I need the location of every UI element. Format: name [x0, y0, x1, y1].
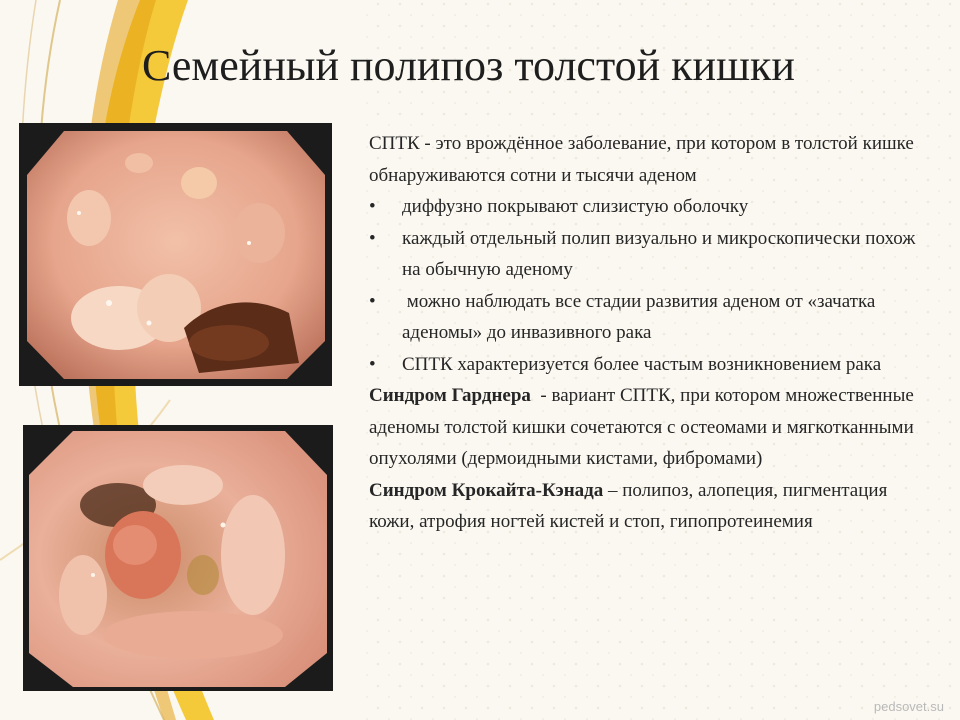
endoscopy-photo-top: [19, 123, 332, 386]
cronkhite-text: – полипоз, алопеция, пигментация кожи, атрофия ногтей кистей и стоп, гипопротеинемия: [369, 479, 888, 532]
bullet-text: можно наблюдать все стадии развития аденом от «зачатка аденомы» до инвазивного рака: [402, 290, 881, 343]
bullet-item: [369, 286, 929, 349]
gardner-paragraph: [369, 380, 929, 475]
slide-title: Семейный полипоз толстой кишки: [142, 41, 795, 90]
bullet-marker: •: [369, 353, 376, 375]
bullet-marker: •: [369, 227, 376, 249]
bullet-marker: •: [369, 290, 376, 312]
bullet-text: диффузно покрывают слизистую оболочку: [402, 196, 749, 217]
endoscopy-photo-bottom: [23, 425, 333, 691]
bullet-marker: •: [369, 196, 376, 217]
bullet-list: [369, 191, 929, 380]
cronkhite-term: Синдром Крокайта-Кэнада: [369, 479, 604, 501]
watermark: pedsovet.su: [873, 699, 944, 714]
bullet-text: СПТК характеризуется более частым возникновением рака: [402, 353, 882, 375]
bullet-text: каждый отдельный полип визуально и микроскопически похож на обычную аденому: [402, 227, 916, 280]
gardner-term: Синдром Гарднера: [369, 385, 531, 406]
cronkhite-paragraph: [369, 475, 929, 538]
intro-paragraph: СПТК - это врождённое заболевание, при котором в толстой кишке обнаруживаются сотни и тысячи аденом: [369, 133, 914, 186]
gardner-text: - вариант СПТК, при котором множественные аденомы толстой кишки сочетаются с остеомами и мягкотканными опухолями (дермоидными кистами, фибромами): [369, 385, 919, 469]
bullet-item: [369, 191, 929, 223]
bullet-item: [369, 223, 929, 286]
slide-body: [369, 128, 929, 538]
bullet-item: [369, 349, 929, 381]
